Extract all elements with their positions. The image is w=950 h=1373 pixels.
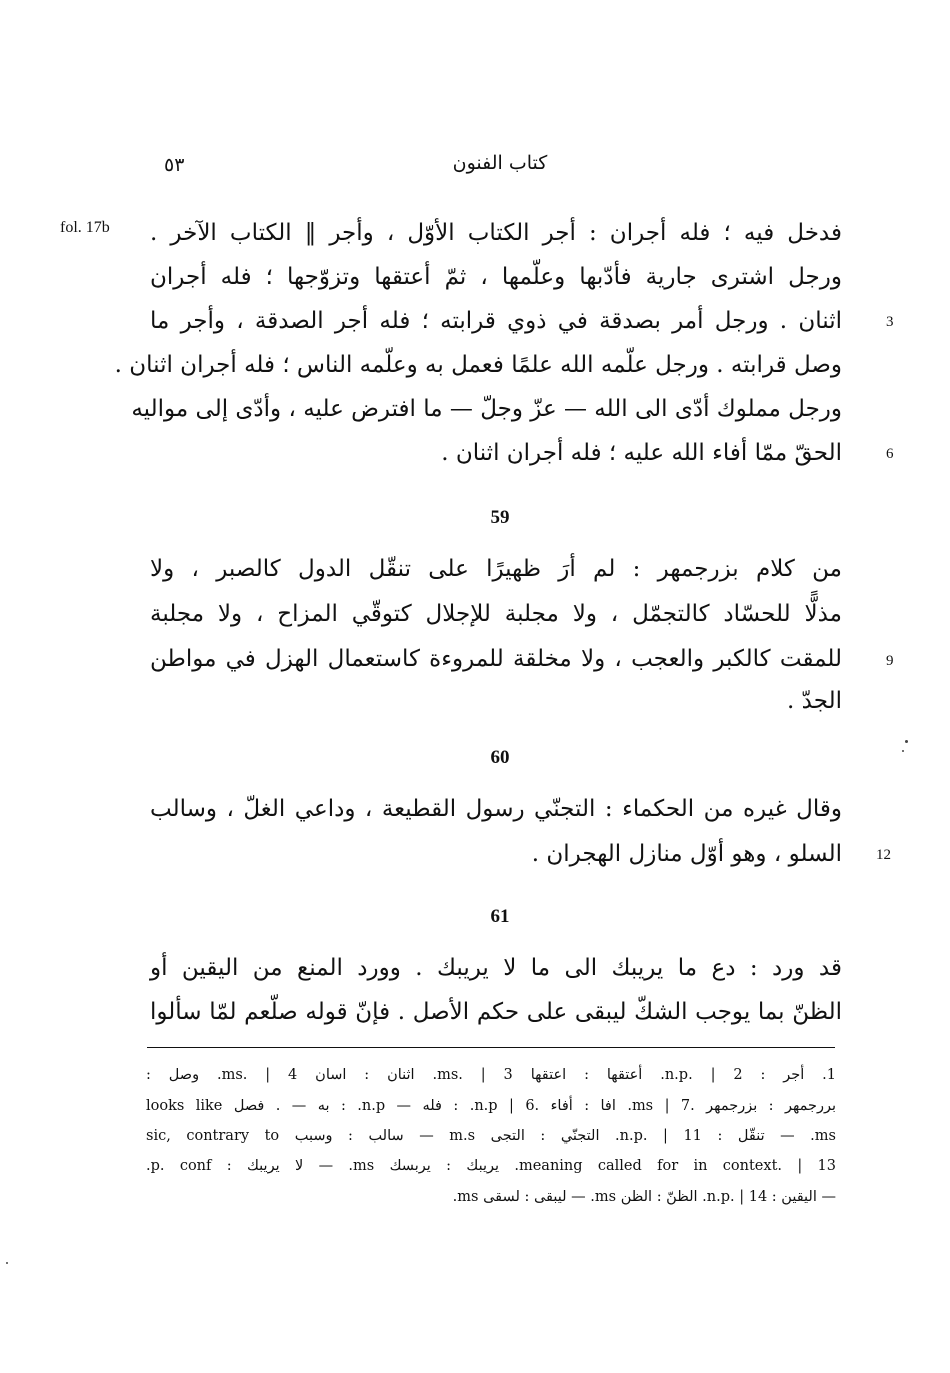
text-line: فدخل فيه ؛ فله أجران : أجر الكتاب الأوّل ، وأجر ‖ الكتاب الآخر . [150,220,842,246]
footnote-line: بررجمهر : بزرجمهر .7 | ms. افا : أفاء .6 | n.p. : فله — n.p. : به — . فصل looks like [146,1098,837,1114]
text-line: اثنان . ورجل أمر بصدقة في ذوي قرابته ؛ فله أجر الصدقة ، وأجر ما [150,308,842,334]
text-line: ورجل مملوك أدّى الى الله — عزّ وجلّ — ما افترض عليه ، وأدّى إلى مواليه [131,396,842,422]
text-line: وصل قرابته . ورجل علّمه الله علمًا فعمل به وعلّمه الناس ؛ فله أجران اثنان . [114,352,842,378]
line-number: 12 [876,847,891,863]
line-number: 9 [886,653,894,669]
text-line: الجدّ . [787,688,842,714]
footnote-line: ms. — تنقّل : n.p. | 11. التجنّي : التجى m.s — سالب : وسبب sic, contrary to [146,1128,836,1144]
text-line: من كلام بزرجمهر : لم أرَ ظهيرًا على تنقّل الدول كالصبر ، ولا [150,556,842,582]
text-line: ورجل اشترى جارية فأدّبها وعلّمها ، ثمّ أعتقها وتزوّجها ؛ فله أجران [150,264,842,290]
footnote-divider [147,1047,835,1048]
line-number: 6 [886,446,894,462]
footnote-line: 1. أجر : n.p. | 2. أعتقها : اعتقها ms. | 3. اثنان : اسان ms. | 4. وصل : [146,1067,836,1083]
footnote-line: meaning called for in context. | 13. يريبك : يربسك ms. — لا يريبك : p. conf. [146,1158,837,1174]
section-number: 60 [490,747,510,768]
scan-speck [6,1262,8,1264]
text-line: الحقّ ممّا أفاء الله عليه ؛ فله أجران اثنان . [441,440,842,466]
text-line: السلو ، وهو أوّل منازل الهجران . [531,841,842,867]
running-title: كتاب الفنون [452,152,548,174]
text-line: الظنّ بما يوجب الشكّ ليبقى على حكم الأصل . فإنّ قوله صلّعم لمّا سألوا [150,999,842,1025]
line-number: 3 [886,314,894,330]
text-line: قد ورد : دع ما يريبك الى ما لا يريبك . وورد المنع من اليقين أو [150,955,842,981]
section-number: 59 [490,507,510,528]
footnote-line: — اليقين : n.p. | 14. الظنّ : الظن ms. — ليبقى : لسقى ms. [452,1189,836,1205]
scan-speck [905,740,908,743]
text-line: وقال غيره من الحكماء : التجنّي رسول القطيعة ، وداعي الغلّ ، وسالب [150,796,842,822]
text-line: مذلًّا للحسّاد كالتجمّل ، ولا مجلبة للإجلال كتوقّي المزاح ، ولا مجلبة [150,601,842,627]
text-line: للمقت كالكبر والعجب ، ولا مخلقة للمروءة كاستعمال الهزل في مواطن [150,646,842,672]
folio-reference: fol. 17b [60,219,110,236]
scan-speck [902,750,904,752]
section-number: 61 [490,906,510,927]
page-number: ٥٣ [164,154,185,176]
